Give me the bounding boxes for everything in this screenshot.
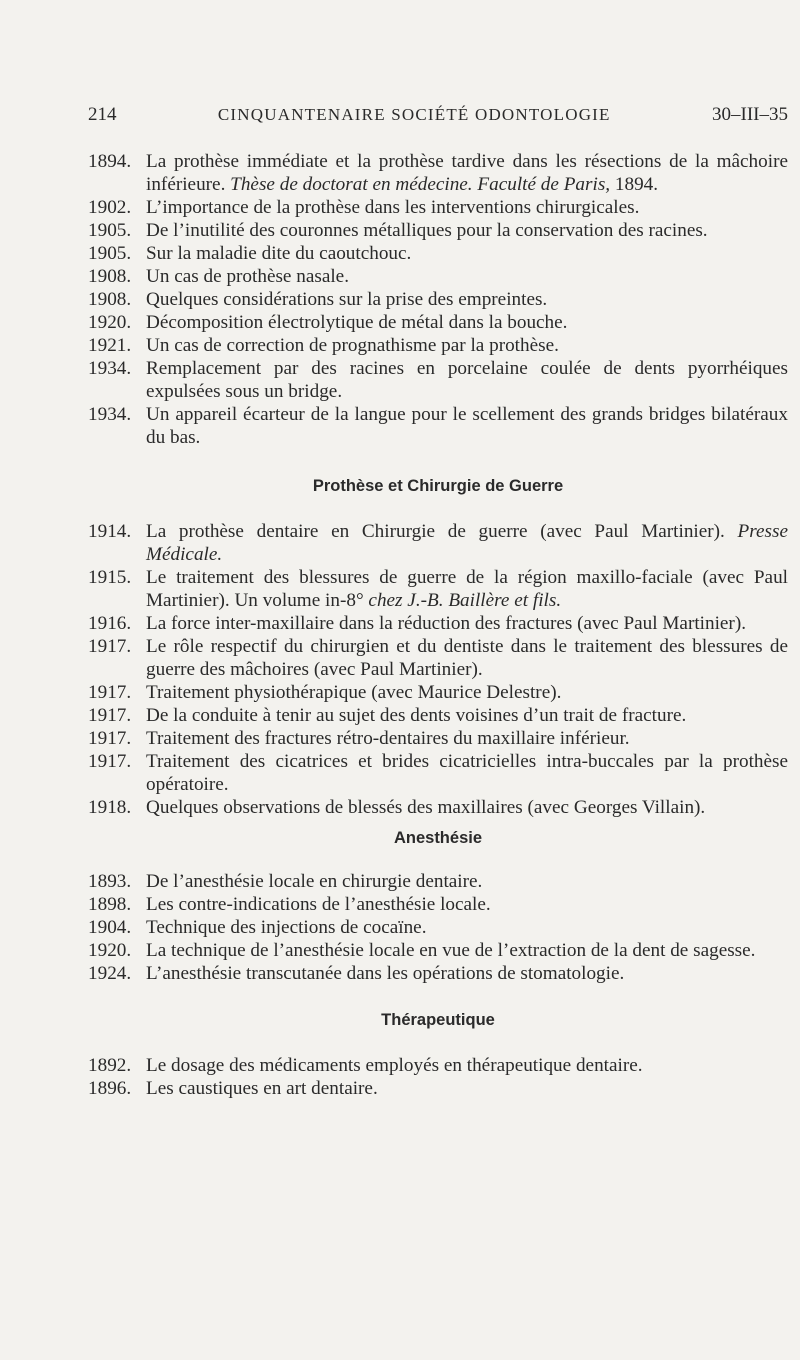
entry-title: Un appareil écarteur de la langue pour le scellement des grands bridges bilatéraux du bas. (146, 404, 788, 448)
entry-title: Technique des injections de cocaïne. (146, 917, 427, 938)
section-title-guerre: Prothèse et Chirurgie de Guerre (312, 477, 564, 495)
entry-year: 1917. (88, 682, 132, 703)
entry-title: De l’inutilité des couronnes métalliques pour la conservation des racines. (146, 220, 708, 241)
entry-text (146, 681, 788, 704)
entry-year: 1934. (88, 358, 132, 379)
bibliography-entry (88, 242, 788, 265)
entry-year: 1917. (88, 705, 132, 726)
bibliography-entry (88, 288, 788, 311)
bibliography-entry (88, 962, 788, 985)
entry-year: 1894. (88, 151, 132, 172)
entry-title: La prothèse dentaire en Chirurgie de guerre (avec Paul Martinier). (146, 521, 738, 542)
entry-year: 1924. (88, 963, 132, 984)
entry-year: 1896. (88, 1078, 132, 1099)
bibliography-entry (88, 311, 788, 334)
entry-year: 1902. (88, 197, 132, 218)
entry-year: 1918. (88, 797, 132, 818)
bibliography-entry (88, 612, 788, 635)
entry-citation: chez J.-B. Baillère et fils. (368, 590, 562, 611)
bibliography-entry (88, 727, 788, 750)
bibliography-entry (88, 334, 788, 357)
section-title-therapeutique: Thérapeutique (381, 1011, 495, 1029)
entry-year: 1905. (88, 220, 132, 241)
entry-title: Un cas de correction de prognathisme par la prothèse. (146, 335, 559, 356)
entry-text (146, 196, 788, 219)
entry-title: Les contre-indications de l’anesthésie locale. (146, 894, 491, 915)
page-number: 214 (88, 104, 117, 125)
bibliography-entry (88, 939, 788, 962)
entry-title: Décomposition électrolytique de métal dans la bouche. (146, 312, 568, 333)
issue-date: 30–III–35 (712, 104, 788, 125)
entry-text (146, 288, 788, 311)
entry-text (146, 704, 788, 727)
entry-year: 1921. (88, 335, 132, 356)
entry-year: 1898. (88, 894, 132, 915)
bibliography-entry (88, 150, 788, 196)
entry-citation: Thèse de doctorat en médecine. Faculté de Paris, (230, 174, 611, 195)
entry-year: 1920. (88, 940, 132, 961)
entry-text (146, 796, 788, 819)
entry-text (146, 265, 788, 288)
entry-text (146, 727, 788, 750)
entry-year: 1917. (88, 728, 132, 749)
entry-title: De l’anesthésie locale en chirurgie dentaire. (146, 871, 483, 892)
bibliography-entry (88, 893, 788, 916)
entry-text (146, 962, 788, 985)
entry-text (146, 219, 788, 242)
entry-title: 1894. (610, 174, 659, 195)
entry-title: Les caustiques en art dentaire. (146, 1078, 378, 1099)
entry-title: L’importance de la prothèse dans les interventions chirurgicales. (146, 197, 640, 218)
entry-text (146, 520, 788, 566)
entry-year: 1917. (88, 751, 132, 772)
entry-title: La technique de l’anesthésie locale en vue de l’extraction de la dent de sagesse. (146, 940, 756, 961)
bibliography-entry (88, 916, 788, 939)
entry-list-guerre (88, 520, 788, 819)
entry-text (146, 311, 788, 334)
entry-text (146, 1077, 788, 1100)
entry-text (146, 566, 788, 612)
entry-title: Le dosage des médicaments employés en thérapeutique dentaire. (146, 1055, 643, 1076)
entry-text (146, 334, 788, 357)
bibliography-entry (88, 870, 788, 893)
bibliography-entry (88, 520, 788, 566)
bibliography-entry (88, 750, 788, 796)
running-title: CINQUANTENAIRE SOCIÉTÉ ODONTOLOGIE (217, 105, 611, 124)
entry-year: 1904. (88, 917, 132, 938)
bibliography-entry (88, 681, 788, 704)
entry-year: 1908. (88, 289, 132, 310)
bibliography-entry (88, 704, 788, 727)
entry-text (146, 403, 788, 449)
entry-title: Quelques considérations sur la prise des empreintes. (146, 289, 548, 310)
entry-title: De la conduite à tenir au sujet des dents voisines d’un trait de fracture. (146, 705, 687, 726)
entry-year: 1908. (88, 266, 132, 287)
entry-year: 1915. (88, 567, 132, 588)
bibliography-entry (88, 635, 788, 681)
entry-text (146, 916, 788, 939)
entry-year: 1905. (88, 243, 132, 264)
section-title-anesthesie: Anesthésie (393, 829, 483, 847)
entry-year: 1893. (88, 871, 132, 892)
entry-year: 1892. (88, 1055, 132, 1076)
entry-citation: Presse Médicale. (146, 521, 788, 565)
entry-title: Sur la maladie dite du caoutchouc. (146, 243, 412, 264)
entry-text (146, 1054, 788, 1077)
entry-text (146, 242, 788, 265)
entry-title: Traitement physiothérapique (avec Maurice Delestre). (146, 682, 562, 703)
entry-text (146, 939, 788, 962)
bibliography-entry (88, 357, 788, 403)
entry-text (146, 870, 788, 893)
entry-title: La prothèse immédiate et la prothèse tardive dans les résections de la mâchoire inférieure. (146, 151, 788, 195)
entry-title: Un cas de prothèse nasale. (146, 266, 349, 287)
entry-title: L’anesthésie transcutanée dans les opérations de stomatologie. (146, 963, 625, 984)
bibliography-entry (88, 1054, 788, 1077)
bibliography-entry (88, 403, 788, 449)
entry-text (146, 357, 788, 403)
entry-year: 1917. (88, 636, 132, 657)
entry-title: Le traitement des blessures de guerre de la région maxillo-faciale (avec Paul Martinier). Un volume in-8° (146, 567, 788, 611)
bibliography-entry (88, 1077, 788, 1100)
bibliography-entry (88, 219, 788, 242)
entry-year: 1916. (88, 613, 132, 634)
entry-year: 1920. (88, 312, 132, 333)
entry-title: Remplacement par des racines en porcelaine coulée de dents pyorrhéiques expulsées sous un bridge. (146, 358, 788, 402)
entry-title: Quelques observations de blessés des maxillaires (avec Georges Villain). (146, 797, 706, 818)
entry-list-therapeutique (88, 1054, 788, 1100)
entry-list-anesthesie (88, 870, 788, 985)
entry-title: Traitement des cicatrices et brides cicatricielles intra-buccales par la prothèse opératoire. (146, 751, 788, 795)
bibliography-entry (88, 265, 788, 288)
entry-title: Traitement des fractures rétro-dentaires du maxillaire inférieur. (146, 728, 630, 749)
entry-year: 1934. (88, 404, 132, 425)
entry-title: Le rôle respectif du chirurgien et du dentiste dans le traitement des blessures de guerre des mâchoires (avec Paul Martinier). (146, 636, 788, 680)
bibliography-entry (88, 196, 788, 219)
bibliography-entry (88, 566, 788, 612)
entry-text (146, 635, 788, 681)
entry-list-general (88, 150, 788, 449)
entry-year: 1914. (88, 521, 132, 542)
entry-text (146, 612, 788, 635)
entry-text (146, 750, 788, 796)
bibliography (88, 150, 788, 1100)
entry-text (146, 150, 788, 196)
entry-title: La force inter-maxillaire dans la réduction des fractures (avec Paul Martinier). (146, 613, 747, 634)
entry-text (146, 893, 788, 916)
running-header (88, 104, 788, 126)
bibliography-entry (88, 796, 788, 819)
